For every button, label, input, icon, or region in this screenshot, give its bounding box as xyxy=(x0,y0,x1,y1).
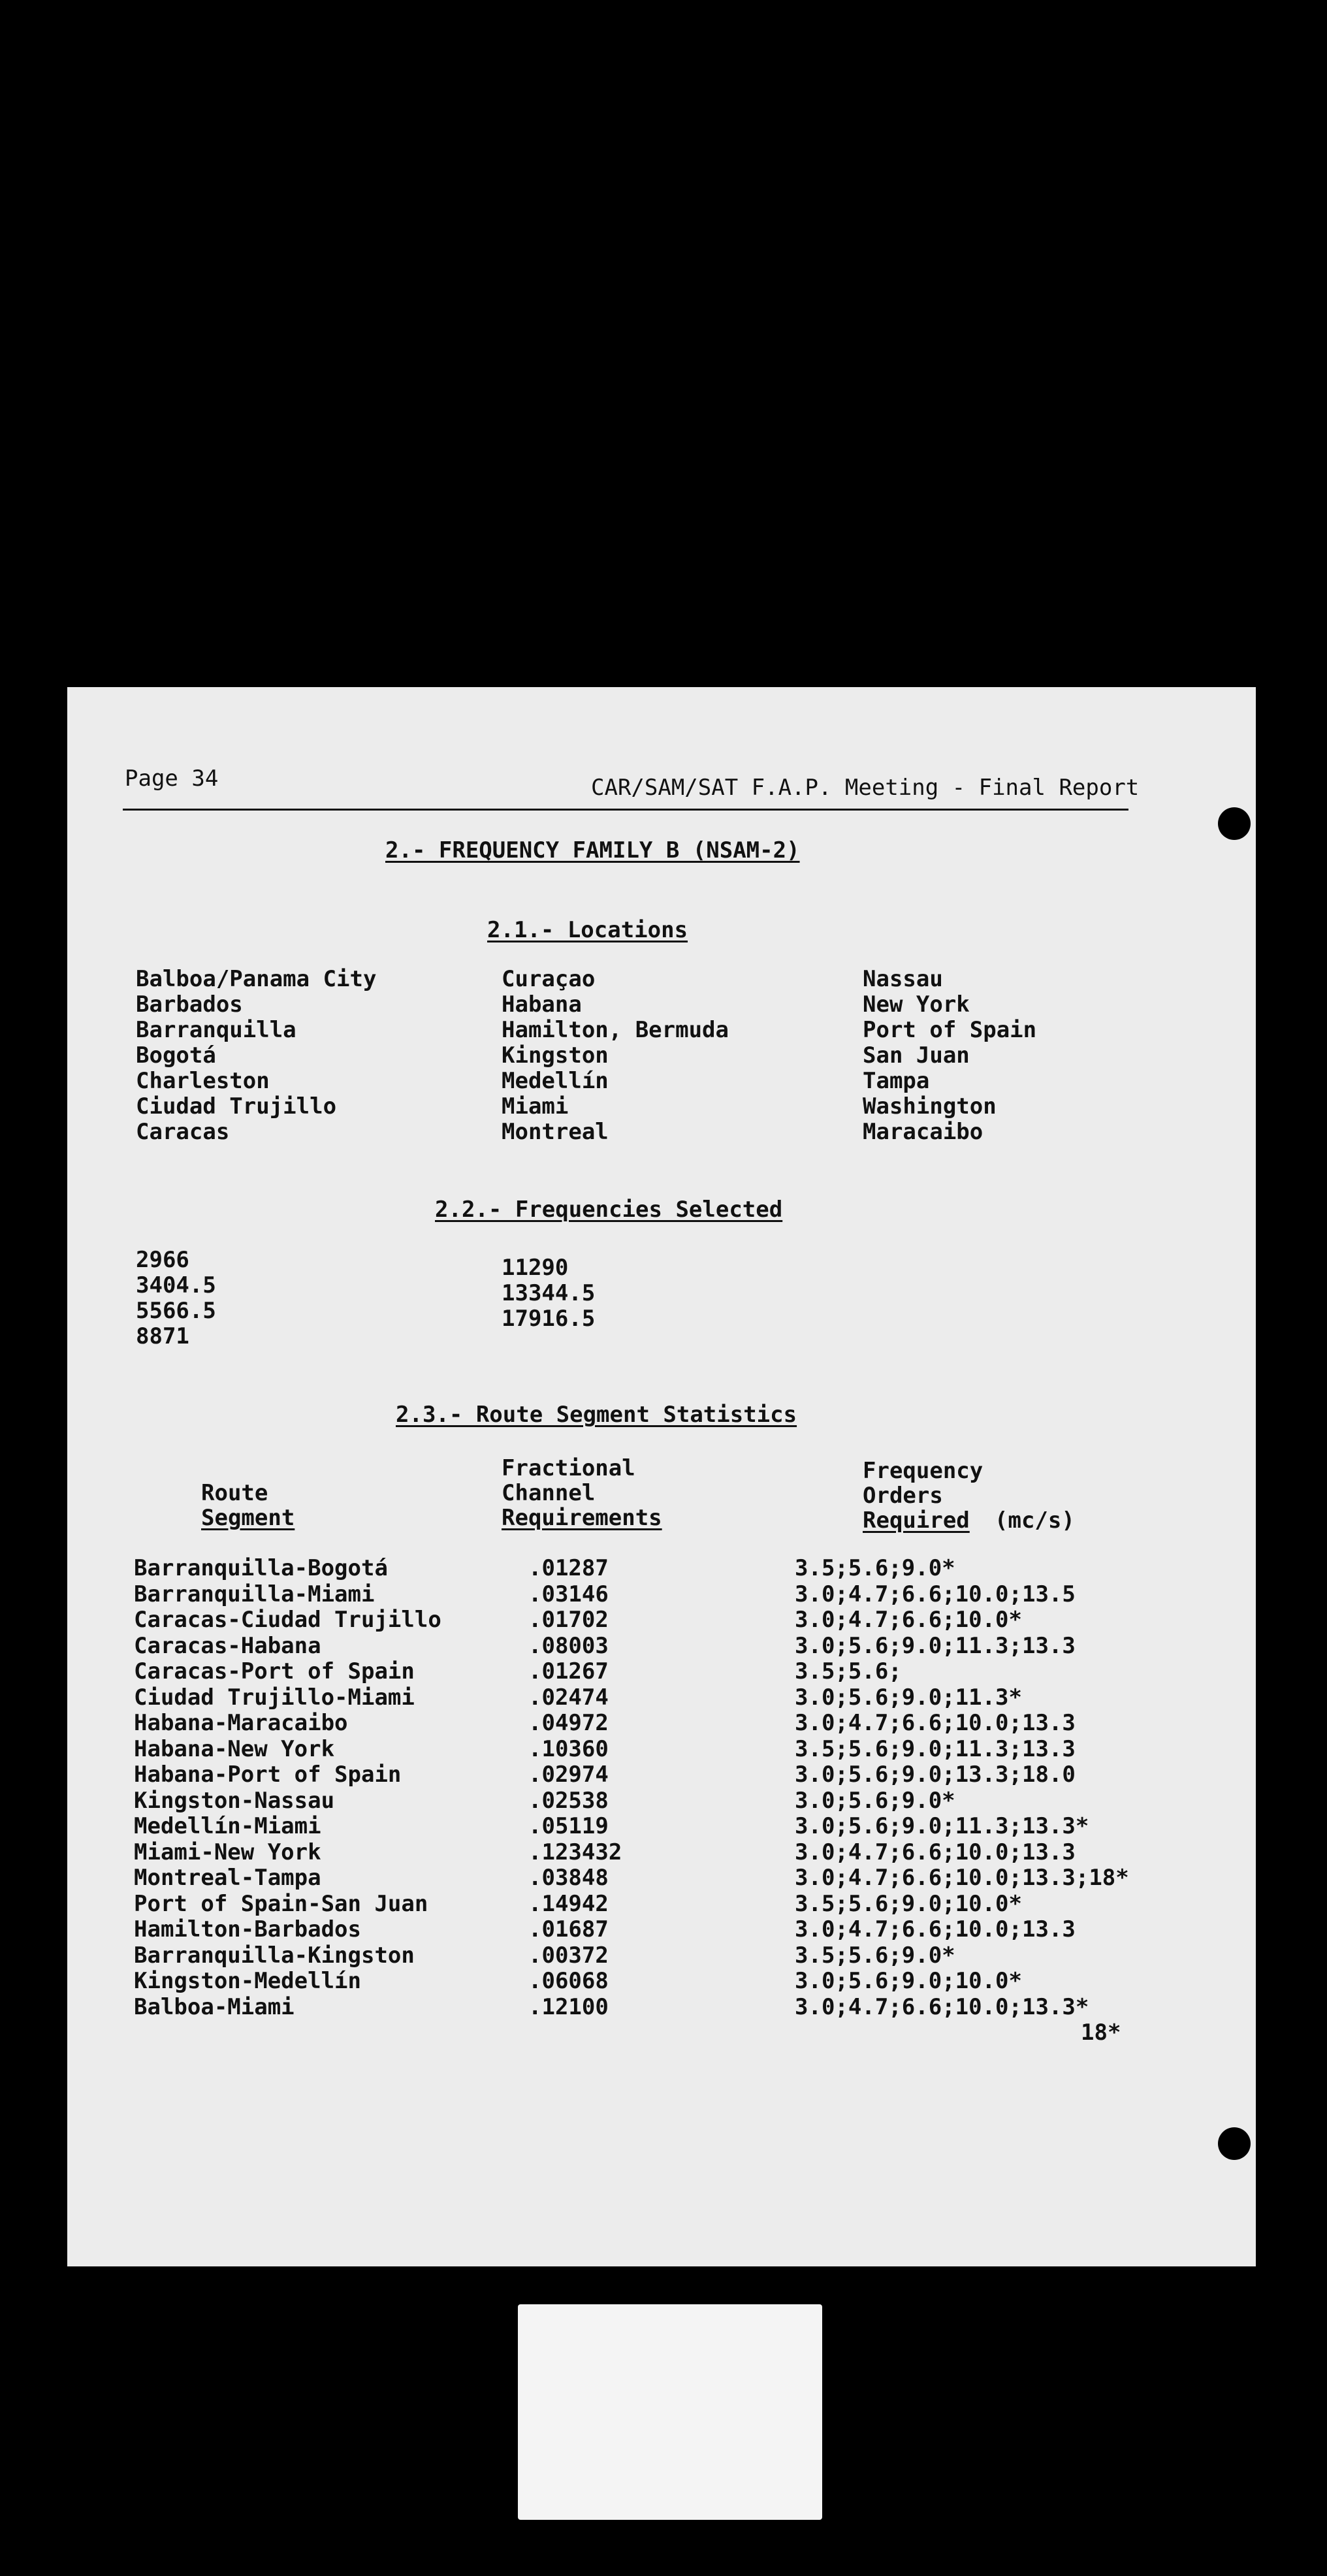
location-item: Tampa xyxy=(863,1068,930,1094)
orders-value: 3.5;5.6;9.0;11.3;13.3 xyxy=(795,1735,1076,1762)
frequencies-col-2 xyxy=(502,1255,595,1332)
route-segment: Habana-New York xyxy=(134,1735,335,1762)
route-segment: Caracas-Habana xyxy=(134,1632,321,1659)
col-header-fractional: Fractional xyxy=(502,1455,635,1481)
table-row xyxy=(134,1814,1179,1840)
route-segment: Barranquilla-Bogotá xyxy=(134,1555,388,1581)
table-row xyxy=(134,1685,1179,1711)
route-segment: Habana-Port of Spain xyxy=(134,1762,402,1788)
frequencies-title: 2.2.- Frequencies Selected xyxy=(435,1197,783,1223)
fraction-value: .123432 xyxy=(528,1839,622,1865)
fraction-value: .03848 xyxy=(528,1865,609,1891)
table-row xyxy=(134,1995,1179,2021)
route-segment: Balboa-Miami xyxy=(134,1993,295,2020)
blank-card xyxy=(518,2304,822,2520)
orders-value: 3.5;5.6;9.0* xyxy=(795,1555,955,1581)
location-item: Kingston xyxy=(502,1042,609,1069)
fraction-value: .12100 xyxy=(528,1993,609,2020)
route-segment: Hamilton-Barbados xyxy=(134,1916,361,1942)
table-row-continuation xyxy=(134,2020,1179,2046)
route-segment: Miami-New York xyxy=(134,1839,321,1865)
fraction-value: .01702 xyxy=(528,1607,609,1633)
table-row xyxy=(134,1762,1179,1788)
document-page xyxy=(67,687,1256,2266)
table-row xyxy=(134,1634,1179,1660)
route-stats-title: 2.3.- Route Segment Statistics xyxy=(396,1402,797,1428)
report-title: CAR/SAM/SAT F.A.P. Meeting - Final Report xyxy=(591,775,1140,801)
header-rule xyxy=(123,809,1128,811)
location-item: Habana xyxy=(502,991,582,1018)
binder-hole xyxy=(1218,807,1251,840)
location-item: Charleston xyxy=(136,1068,270,1094)
col-header-frequency: Frequency xyxy=(863,1458,983,1484)
orders-value: 3.0;4.7;6.6;10.0* xyxy=(795,1607,1022,1633)
locations-col-1 xyxy=(136,967,376,1145)
route-segment: Barranquilla-Kingston xyxy=(134,1942,415,1969)
location-item: Hamilton, Bermuda xyxy=(502,1017,729,1043)
orders-value: 3.0;5.6;9.0;11.3* xyxy=(795,1684,1022,1711)
route-segment: Ciudad Trujillo-Miami xyxy=(134,1684,415,1711)
table-row xyxy=(134,1607,1179,1634)
col-header-orders: Orders xyxy=(863,1483,943,1509)
orders-value: 3.0;5.6;9.0;11.3;13.3* xyxy=(795,1813,1089,1839)
orders-value: 3.0;5.6;9.0;10.0* xyxy=(795,1968,1022,1994)
location-item: Balboa/Panama City xyxy=(136,966,377,992)
frequency-item: 17916.5 xyxy=(502,1306,596,1332)
orders-value: 3.5;5.6; xyxy=(795,1658,902,1684)
orders-continuation: 18* xyxy=(1081,2020,1121,2046)
route-segment: Port of Spain-San Juan xyxy=(134,1890,428,1917)
table-row xyxy=(134,1556,1179,1582)
location-item: Montreal xyxy=(502,1119,609,1145)
table-row xyxy=(134,1840,1179,1866)
location-item: Barranquilla xyxy=(136,1017,296,1043)
col-header-required: Required xyxy=(863,1507,970,1534)
fraction-value: .05119 xyxy=(528,1813,609,1839)
route-segment: Habana-Maracaibo xyxy=(134,1710,348,1736)
table-row xyxy=(134,1969,1179,1995)
fraction-value: .08003 xyxy=(528,1632,609,1659)
orders-value: 3.0;4.7;6.6;10.0;13.3 xyxy=(795,1916,1076,1942)
frequencies-col-1 xyxy=(136,1248,216,1349)
orders-value: 3.0;5.6;9.0* xyxy=(795,1787,955,1814)
route-segment: Barranquilla-Miami xyxy=(134,1581,375,1607)
route-segment: Kingston-Nassau xyxy=(134,1787,335,1814)
orders-value: 3.5;5.6;9.0;10.0* xyxy=(795,1890,1022,1917)
location-item: Curaçao xyxy=(502,966,596,992)
table-row xyxy=(134,1865,1179,1892)
orders-value: 3.0;5.6;9.0;11.3;13.3 xyxy=(795,1632,1076,1659)
orders-value: 3.0;5.6;9.0;13.3;18.0 xyxy=(795,1762,1076,1788)
fraction-value: .01287 xyxy=(528,1555,609,1581)
location-item: Nassau xyxy=(863,966,943,992)
route-stats-table xyxy=(134,1556,1179,2046)
location-item: Port of Spain xyxy=(863,1017,1037,1043)
locations-col-3 xyxy=(863,967,1036,1145)
frequency-item: 11290 xyxy=(502,1255,569,1281)
page-number: Page 34 xyxy=(125,765,219,792)
orders-value: 3.5;5.6;9.0* xyxy=(795,1942,955,1969)
col-header-unit: (mc/s) xyxy=(995,1507,1075,1534)
col-header-requirements: Requirements xyxy=(502,1505,662,1531)
orders-value: 3.0;4.7;6.6;10.0;13.3* xyxy=(795,1993,1089,2020)
location-item: Maracaibo xyxy=(863,1119,983,1145)
frequency-item: 2966 xyxy=(136,1247,189,1273)
frequency-item: 5566.5 xyxy=(136,1298,216,1324)
frequency-item: 3404.5 xyxy=(136,1272,216,1298)
table-row xyxy=(134,1582,1179,1608)
fraction-value: .04972 xyxy=(528,1710,609,1736)
table-row xyxy=(134,1917,1179,1943)
table-row xyxy=(134,1788,1179,1814)
location-item: Barbados xyxy=(136,991,243,1018)
route-segment: Caracas-Port of Spain xyxy=(134,1658,415,1684)
table-row xyxy=(134,1943,1179,1969)
fraction-value: .14942 xyxy=(528,1890,609,1917)
fraction-value: .01687 xyxy=(528,1916,609,1942)
fraction-value: .06068 xyxy=(528,1968,609,1994)
location-item: Miami xyxy=(502,1093,569,1119)
fraction-value: .03146 xyxy=(528,1581,609,1607)
binder-hole xyxy=(1218,2127,1251,2160)
section-title: 2.- FREQUENCY FAMILY B (NSAM-2) xyxy=(385,837,800,863)
location-item: Medellín xyxy=(502,1068,609,1094)
fraction-value: .02538 xyxy=(528,1787,609,1814)
location-item: Washington xyxy=(863,1093,997,1119)
fraction-value: .10360 xyxy=(528,1735,609,1762)
table-row xyxy=(134,1659,1179,1685)
route-segment: Kingston-Medellín xyxy=(134,1968,361,1994)
table-row xyxy=(134,1711,1179,1737)
location-item: New York xyxy=(863,991,970,1018)
orders-value: 3.0;4.7;6.6;10.0;13.5 xyxy=(795,1581,1076,1607)
frequency-item: 13344.5 xyxy=(502,1280,596,1306)
location-item: Caracas xyxy=(136,1119,230,1145)
route-segment: Medellín-Miami xyxy=(134,1813,321,1839)
orders-value: 3.0;4.7;6.6;10.0;13.3;18* xyxy=(795,1865,1129,1891)
route-segment: Montreal-Tampa xyxy=(134,1865,321,1891)
locations-title: 2.1.- Locations xyxy=(487,917,688,943)
table-row xyxy=(134,1737,1179,1763)
fraction-value: .02474 xyxy=(528,1684,609,1711)
col-header-channel: Channel xyxy=(502,1480,596,1506)
fraction-value: .02974 xyxy=(528,1762,609,1788)
locations-col-2 xyxy=(502,967,729,1145)
col-header-segment: Segment xyxy=(201,1505,295,1531)
table-row xyxy=(134,1892,1179,1918)
frequency-item: 8871 xyxy=(136,1323,189,1349)
orders-value: 3.0;4.7;6.6;10.0;13.3 xyxy=(795,1710,1076,1736)
fraction-value: .01267 xyxy=(528,1658,609,1684)
location-item: Ciudad Trujillo xyxy=(136,1093,337,1119)
fraction-value: .00372 xyxy=(528,1942,609,1969)
route-segment: Caracas-Ciudad Trujillo xyxy=(134,1607,441,1633)
orders-value: 3.0;4.7;6.6;10.0;13.3 xyxy=(795,1839,1076,1865)
location-item: San Juan xyxy=(863,1042,970,1069)
col-header-route: Route xyxy=(201,1480,268,1506)
location-item: Bogotá xyxy=(136,1042,216,1069)
